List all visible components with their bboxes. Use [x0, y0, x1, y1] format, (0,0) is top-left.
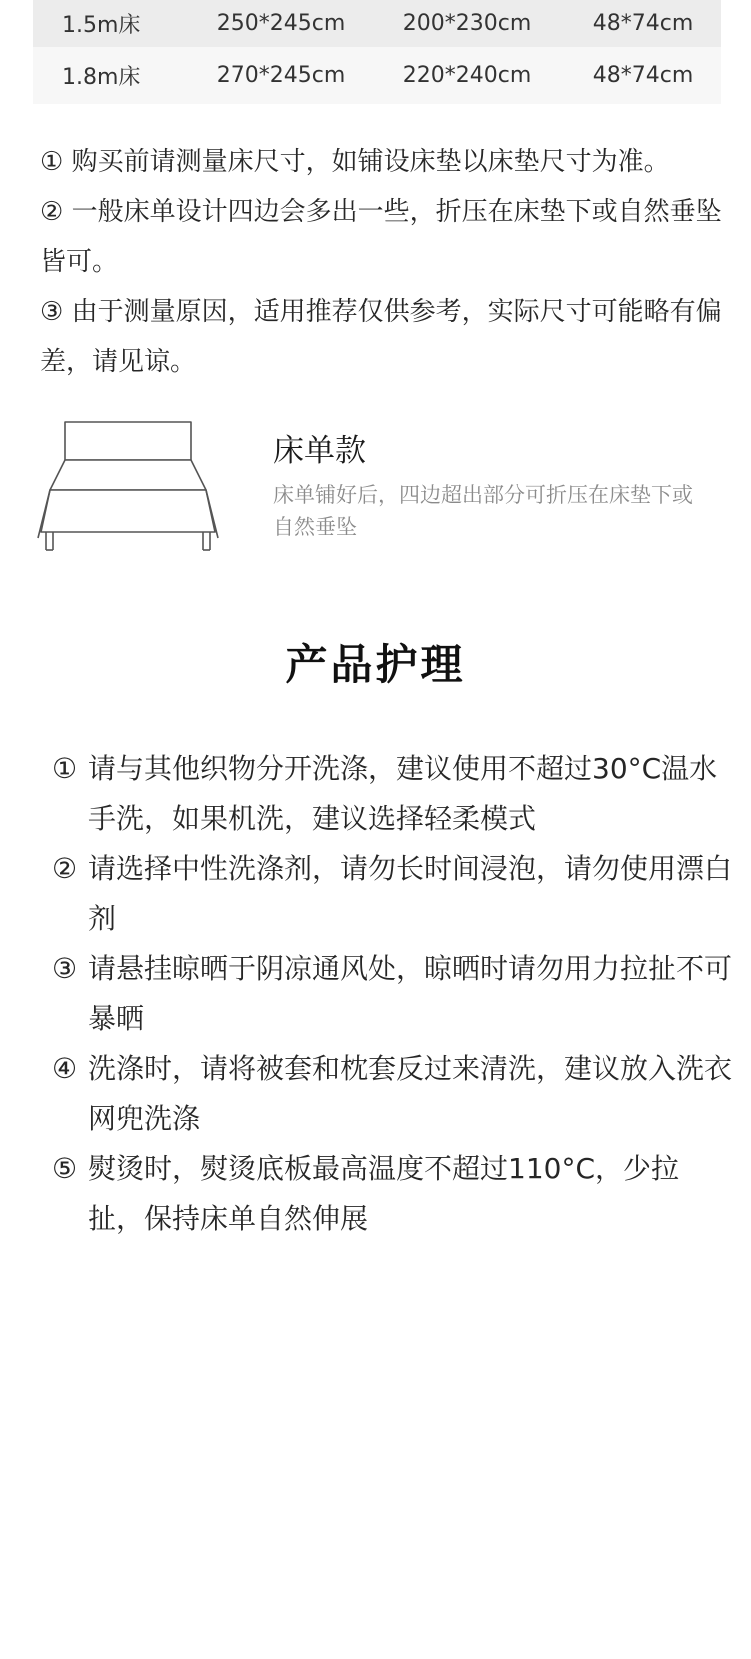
list-item: [52, 844, 732, 944]
item-text: 熨烫时，熨烫底板最高温度不超过110°C，少拉扯，保持床单自然伸展: [88, 1152, 679, 1235]
size-table: [33, 0, 721, 104]
table-row: [33, 0, 721, 47]
note-item: ③ 由于测量原因，适用推荐仅供参考，实际尺寸可能略有偏差，请见谅。: [40, 297, 722, 377]
list-item: [52, 944, 732, 1044]
section-title: 产品护理: [285, 640, 466, 689]
bed-sheet-icon: [30, 420, 242, 556]
item-number: ④: [52, 1052, 78, 1085]
item-text: 请选择中性洗涤剂，请勿长时间浸泡，请勿使用漂白剂: [88, 852, 733, 935]
item-text: 洗涤时，请将被套和枕套反过来清洗，建议放入洗衣网兜洗涤: [88, 1052, 733, 1135]
bed-width-cell: 1.5m床: [62, 13, 141, 38]
bed-width-cell: 1.8m床: [62, 65, 141, 90]
item-number: ③: [52, 952, 78, 985]
pillow-size-cell: 48*74cm: [592, 63, 694, 88]
size-notes: [40, 137, 730, 387]
style-description: 床单铺好后，四边超出部分可折压在床垫下或自然垂坠: [273, 483, 693, 539]
item-number: ⑤: [52, 1152, 78, 1185]
list-item: [52, 744, 732, 844]
list-item: [52, 1044, 732, 1144]
list-item: [52, 1144, 732, 1244]
item-text: 请悬挂晾晒于阴凉通风处，晾晒时请勿用力拉扯不可暴晒: [88, 952, 733, 1035]
table-row: [33, 47, 721, 104]
pillow-size-cell: 48*74cm: [592, 11, 694, 36]
note-item: ① 购买前请测量床尺寸，如铺设床垫以床垫尺寸为准。: [40, 147, 670, 177]
bed-size-cell: 220*240cm: [402, 63, 532, 88]
sheet-size-cell: 250*245cm: [216, 11, 346, 36]
bed-size-cell: 200*230cm: [402, 11, 532, 36]
sheet-size-cell: 270*245cm: [216, 63, 346, 88]
note-item: ② 一般床单设计四边会多出一些，折压在床垫下或自然垂坠皆可。: [40, 197, 722, 277]
item-number: ①: [52, 752, 78, 785]
item-number: ②: [52, 852, 78, 885]
style-title: 床单款: [273, 433, 366, 469]
care-list: [52, 744, 732, 1244]
item-text: 请与其他织物分开洗涤，建议使用不超过30°C温水手洗，如果机洗，建议选择轻柔模式: [88, 752, 718, 835]
